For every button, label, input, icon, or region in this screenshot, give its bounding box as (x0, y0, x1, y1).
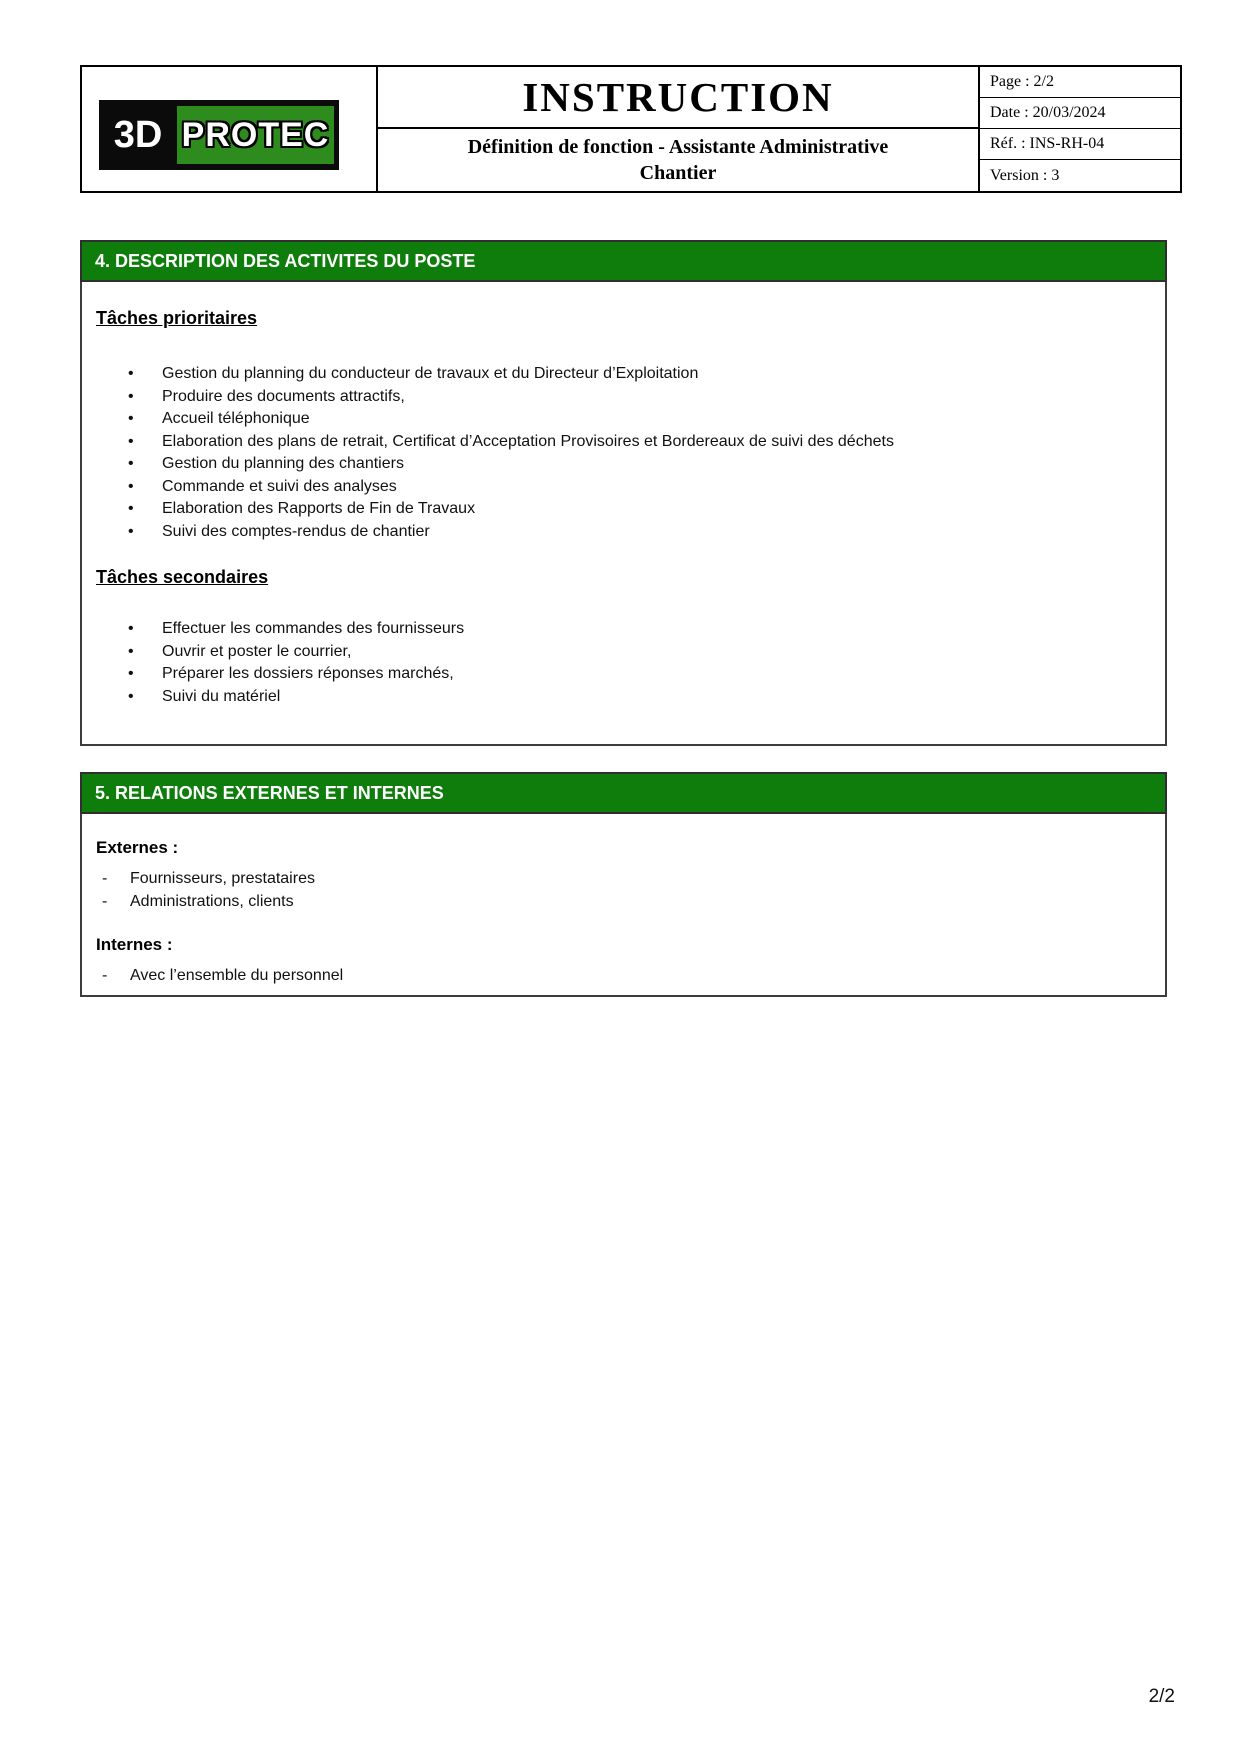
meta-cell (980, 67, 1180, 191)
section4-title: 4. DESCRIPTION DES ACTIVITES DU POSTE (95, 250, 476, 271)
section4-body (80, 282, 1167, 746)
bullet-icon (128, 431, 162, 454)
relation-text: Fournisseurs, prestataires (130, 870, 315, 887)
meta-page: Page : 2/2 (980, 67, 1180, 98)
task-text: Gestion du planning des chantiers (162, 455, 404, 472)
task-text: Commande et suivi des analyses (162, 477, 397, 495)
dash-icon (102, 965, 130, 988)
list-item (128, 363, 1151, 386)
section5-title-bar (80, 772, 1167, 814)
externes-heading: Externes : (96, 838, 179, 857)
section-relations (80, 772, 1167, 997)
task-text: Accueil téléphonique (162, 410, 310, 427)
task-text: Préparer les dossiers réponses marchés, (162, 665, 454, 682)
list-item (102, 868, 1151, 891)
meta-ref: Réf. : INS-RH-04 (980, 129, 1180, 160)
list-item (102, 965, 1151, 988)
relation-text: Avec l’ensemble du personnel (130, 967, 344, 984)
bullet-icon (128, 453, 162, 476)
document-subtitle-line1: Définition de fonction - Assistante Administrative (467, 136, 889, 158)
document-subtitle-line2: Chantier (639, 162, 717, 184)
internes-heading: Internes : (96, 935, 173, 954)
bullet-icon (128, 521, 162, 544)
bullet-icon (128, 363, 162, 386)
company-logo (99, 100, 339, 170)
bullet-icon (128, 408, 162, 431)
bullet-icon (128, 686, 162, 709)
task-text: Elaboration des plans de retrait, Certificat d’Acceptation Provisoires et Bordereaux de suivi des déchets (162, 432, 894, 450)
title-cell (378, 67, 980, 191)
list-item (128, 386, 1151, 409)
task-text: Ouvrir et poster le courrier, (162, 642, 352, 660)
task-text: Produire des documents attractifs, (162, 387, 405, 405)
list-item (128, 663, 1151, 686)
list-item (128, 431, 1151, 454)
priority-tasks-heading: Tâches prioritaires (96, 308, 258, 328)
list-item (128, 408, 1151, 431)
logo-protec-text: PROTEC (177, 106, 334, 164)
meta-date: Date : 20/03/2024 (980, 98, 1180, 129)
list-item (128, 521, 1151, 544)
externes-list (102, 868, 1151, 913)
meta-version: Version : 3 (990, 166, 1060, 184)
list-item (128, 686, 1151, 709)
bullet-icon (128, 386, 162, 409)
logo-3d-text: 3D (113, 113, 163, 156)
list-item (128, 618, 1151, 641)
task-text: Gestion du planning du conducteur de travaux et du Directeur d’Exploitation (162, 365, 699, 382)
list-item (128, 476, 1151, 499)
secondary-tasks-heading: Tâches secondaires (96, 567, 269, 587)
internes-list (102, 965, 1151, 988)
section-description-activites (80, 240, 1167, 746)
section5-title: 5. RELATIONS EXTERNES ET INTERNES (95, 782, 444, 803)
logo-cell (82, 67, 378, 191)
section4-title-bar (80, 240, 1167, 282)
header-table (80, 65, 1182, 193)
bullet-icon (128, 476, 162, 499)
bullet-icon (128, 618, 162, 641)
title-row (378, 67, 978, 129)
list-item (128, 641, 1151, 664)
secondary-tasks-list (128, 618, 1151, 708)
relation-text: Administrations, clients (130, 892, 294, 910)
bullet-icon (128, 498, 162, 521)
task-text: Suivi du matériel (162, 687, 281, 705)
bullet-icon (128, 663, 162, 686)
task-text: Effectuer les commandes des fournisseurs (162, 620, 465, 637)
task-text: Elaboration des Rapports de Fin de Travaux (162, 500, 476, 517)
priority-tasks-list (128, 363, 1151, 543)
list-item (128, 498, 1151, 521)
dash-icon (102, 868, 130, 891)
section5-body (80, 814, 1167, 997)
document-title: INSTRUCTION (522, 74, 834, 120)
list-item (102, 891, 1151, 914)
bullet-icon (128, 641, 162, 664)
task-text: Suivi des comptes-rendus de chantier (162, 522, 430, 540)
dash-icon (102, 891, 130, 914)
page-number: 2/2 (1148, 1686, 1175, 1707)
list-item (128, 453, 1151, 476)
subtitle-row (378, 129, 978, 191)
